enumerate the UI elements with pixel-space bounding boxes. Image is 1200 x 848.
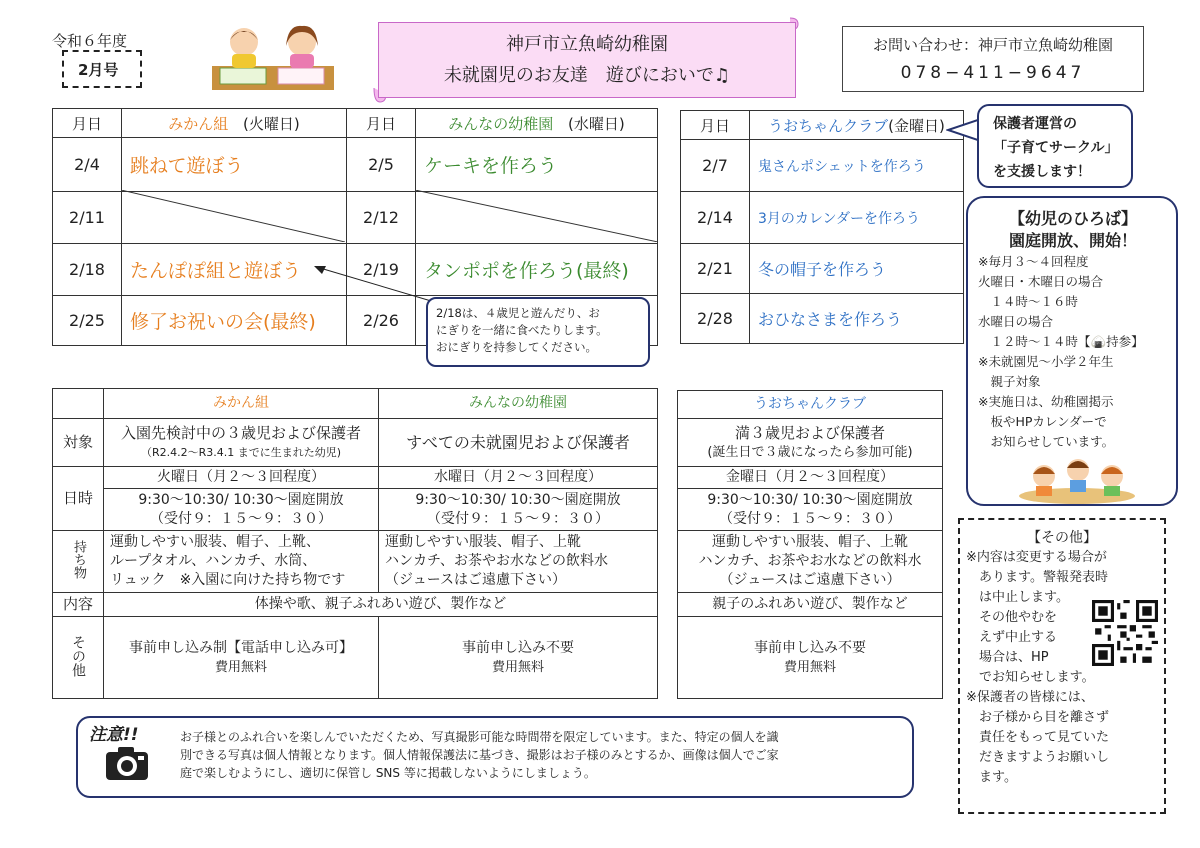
other-line: その他やむを (966, 610, 1058, 625)
date-cell: 2/4 (53, 138, 122, 192)
minna-day: (水曜日) (568, 114, 625, 133)
header-minna: みんなの幼稚園 (379, 389, 658, 419)
time-line: 9:30～10:30/ 10:30～園庭開放 (415, 491, 621, 508)
time-line: （受付９：１５～９：３０） (150, 510, 332, 527)
callout-line: 「子育てサークル」 (993, 140, 1119, 156)
other-line: 場合は、HP (966, 650, 1049, 665)
items-club (678, 531, 943, 593)
other-panel (958, 518, 1166, 814)
children-sandbox-illustration (1018, 452, 1136, 504)
activity-cell: タンポポを作ろう(最終) (416, 244, 658, 296)
items-line: （ジュースはご遠慮下さい） (719, 572, 901, 588)
items-line: 運動しやすい服装、帽子、上靴 (385, 534, 581, 550)
time-line: 9:30～10:30/ 10:30～園庭開放 (138, 491, 344, 508)
qr-code-icon[interactable] (1092, 600, 1158, 666)
other-line: 責任をもって見ていた (966, 730, 1110, 745)
time-mikan (104, 489, 379, 531)
hiroba-title: 【幼児のひろば】 (1008, 209, 1137, 228)
header-club: うおちゃんクラブ (678, 391, 943, 419)
other-line: ます。 (966, 770, 1017, 785)
table-row (53, 138, 658, 192)
hiroba-line: 板やHPカレンダーで (978, 414, 1107, 429)
target-minna: すべての未就園児および保護者 (379, 419, 658, 467)
time-line: （受付９：１５～９：３０） (719, 510, 901, 527)
other-line: 費用無料 (214, 659, 267, 675)
camera-icon (104, 744, 150, 782)
other-mikan (104, 617, 379, 699)
date-cell: 2/14 (681, 192, 750, 244)
header-date: 月日 (53, 109, 122, 138)
other-club (678, 617, 943, 699)
activity-cell: 跳ねて遊ぼう (122, 138, 347, 192)
other-line: 事前申し込み制【電話申し込み可】 (129, 639, 353, 656)
other-line: ※保護者の皆様には、 (966, 690, 1094, 705)
header-mikan: みかん組 (104, 389, 379, 419)
notice-title: 注意!! (89, 725, 139, 745)
schedule-table-right (680, 110, 964, 344)
date-cell: 2/26 (347, 296, 416, 346)
hiroba-line: 親子対象 (978, 374, 1041, 389)
target-club (678, 419, 943, 467)
callout-line: 保護者運営の (993, 116, 1077, 132)
activity-cell: 修了お祝いの会(最終) (122, 296, 347, 346)
other-title: 【その他】 (1027, 530, 1097, 546)
mikan-day: (火曜日) (243, 114, 300, 133)
other-minna (379, 617, 658, 699)
note-line: おにぎりを持参してください。 (436, 340, 597, 354)
other-line: 費用無料 (783, 659, 836, 675)
date-cell: 2/28 (681, 294, 750, 344)
corner-cell (53, 389, 104, 419)
date-cell: 2/12 (347, 192, 416, 244)
other-line: 事前申し込み不要 (462, 639, 574, 656)
items-line: ループタオル、ハンカチ、水筒、 (110, 553, 317, 569)
hiroba-subtitle: 園庭開放、開始！ (1008, 231, 1137, 250)
day-mikan: 火曜日（月２～３回程度） (104, 467, 379, 489)
time-line: （受付９：１５～９：３０） (427, 510, 609, 527)
activity-cell: 冬の帽子を作ろう (750, 244, 964, 294)
row-label: 内容 (53, 593, 104, 617)
fiscal-year: 令和６年度 (52, 32, 128, 50)
activity-cell: 鬼さんポシェットを作ろう (750, 140, 964, 192)
activity-cell: おひなさまを作ろう (750, 294, 964, 344)
other-line: だきますようお願いし (966, 750, 1110, 765)
items-mikan (104, 531, 379, 593)
notice-line: 庭で楽しむようにし、適切に保管し SNS 等に掲載しないようにしましょう。 (180, 766, 596, 780)
title-banner (378, 22, 796, 98)
date-cell: 2/19 (347, 244, 416, 296)
other-line: でお知らせします。 (966, 670, 1095, 685)
date-cell: 2/7 (681, 140, 750, 192)
other-line: 費用無料 (491, 659, 544, 675)
hiroba-line: ※未就園児～小学２年生 (978, 354, 1114, 369)
content-cell: 体操や歌、親子ふれあい遊び、製作など (104, 593, 658, 617)
items-line: リュック ※入園に向けた持ち物です (110, 572, 346, 588)
other-line: あります。警報発表時 (966, 570, 1108, 585)
club-day: (金曜日) (888, 116, 945, 135)
other-line: えず中止する (966, 630, 1058, 645)
banner-subtitle: 未就園児のお友達 遊びにおいで♫ (443, 65, 731, 86)
target-line: 入園先検討中の３歳児および保護者 (120, 423, 361, 442)
date-cell: 2/21 (681, 244, 750, 294)
other-line: お子様から目を離さず (966, 710, 1110, 725)
hiroba-line: 火曜日・木曜日の場合 (978, 274, 1104, 289)
label-text: 持ち物 (71, 540, 86, 579)
items-line: 運動しやすい服装、帽子、上靴 (712, 534, 908, 550)
hiroba-line: １４時～１６時 (978, 294, 1079, 309)
day-club: 金曜日（月２～３回程度） (678, 467, 943, 489)
minna-label: みんなの幼稚園 (448, 114, 554, 133)
row-label: 日時 (53, 467, 104, 531)
note-line: 2/18は、４歳児と遊んだり、お (436, 306, 600, 320)
items-line: （ジュースはご遠慮下さい） (385, 572, 567, 588)
activity-cell: たんぽぽ組と遊ぼう (122, 244, 347, 296)
info-table-left (52, 388, 658, 699)
mikan-label: みかん組 (168, 114, 229, 133)
header-date: 月日 (681, 111, 750, 140)
activity-cell: 3月のカレンダーを作ろう (750, 192, 964, 244)
header-minna (416, 109, 658, 138)
hiroba-line: 水曜日の場合 (978, 314, 1054, 329)
date-cell: 2/5 (347, 138, 416, 192)
row-label (53, 531, 104, 593)
time-minna (379, 489, 658, 531)
note-line: にぎりを一緒に食べたりします。 (436, 323, 608, 337)
club-label: うおちゃんクラブ (768, 116, 889, 135)
table-row (681, 244, 964, 294)
row-label (53, 617, 104, 699)
notice-line: お子様とのふれ合いを楽しんでいただくため、写真撮影可能な時間帯を限定しています。また、特定の個人を識 (180, 730, 779, 744)
target-mikan (104, 419, 379, 467)
header-mikan (122, 109, 347, 138)
contact-box (842, 26, 1144, 92)
table-row (681, 192, 964, 244)
target-line: 満３歳児および保護者 (734, 423, 885, 442)
header-date: 月日 (347, 109, 416, 138)
info-table-right (677, 390, 943, 699)
other-line: は中止します。 (966, 590, 1069, 605)
day-minna: 水曜日（月２～３回程度） (379, 467, 658, 489)
date-cell: 2/11 (53, 192, 122, 244)
other-line: ※内容は変更する場合が (966, 550, 1107, 565)
other-line: 事前申し込み不要 (754, 639, 866, 656)
items-line: ハンカチ、お茶やお水などの飲料水 (385, 553, 609, 569)
target-line: (誕生日で３歳になったら参加可能) (707, 444, 913, 460)
diagonal-strike (415, 190, 658, 242)
table-row (681, 294, 964, 344)
contact-label: お問い合わせ：神戸市立魚崎幼稚園 (872, 36, 1113, 54)
hiroba-line: ※毎月３～４回程度 (978, 254, 1089, 269)
table-row (681, 140, 964, 192)
callout-pointer (946, 118, 978, 142)
target-line: （R2.4.2～R3.4.1 までに生まれた幼児) (140, 445, 342, 459)
children-drawing-illustration (212, 22, 334, 90)
row-label: 対象 (53, 419, 104, 467)
label-text: その他 (70, 634, 86, 677)
time-club (678, 489, 943, 531)
date-cell: 2/25 (53, 296, 122, 346)
content-cell: 親子のふれあい遊び、製作など (678, 593, 943, 617)
time-line: 9:30～10:30/ 10:30～園庭開放 (707, 491, 913, 508)
callout-line: を支援します！ (993, 164, 1091, 180)
issue-month: 2月号 (62, 50, 142, 88)
date-cell: 2/18 (53, 244, 122, 296)
note-0218 (426, 297, 650, 367)
notice-text (180, 728, 900, 782)
hiroba-line: １２時～１４時【🍙持参】 (978, 334, 1144, 349)
items-line: 運動しやすい服装、帽子、上靴、 (110, 534, 320, 550)
activity-cell: ケーキを作ろう (416, 138, 658, 192)
items-line: ハンカチ、お茶やお水などの飲料水 (698, 553, 922, 569)
support-callout (977, 104, 1133, 188)
school-name: 神戸市立魚崎幼稚園 (506, 34, 668, 55)
contact-phone: 078−411−9647 (900, 63, 1086, 83)
hiroba-line: お知らせしています。 (978, 434, 1115, 449)
items-minna (379, 531, 658, 593)
diagonal-strike (121, 190, 345, 242)
hiroba-line: ※実施日は、幼稚園掲示 (978, 394, 1114, 409)
notice-line: 別できる写真は個人情報となります。個人情報保護法に基づき、撮影はお子様のみとするか、画像は個人でご家 (180, 748, 779, 762)
header-club (750, 111, 964, 140)
